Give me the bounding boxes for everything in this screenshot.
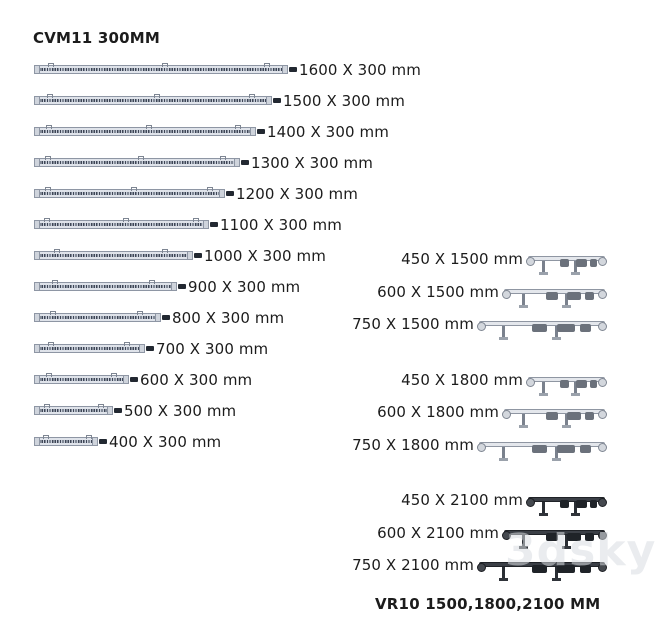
heater-row	[34, 126, 268, 138]
valve-icon	[99, 439, 107, 444]
valve-icon	[130, 377, 138, 382]
heater-row	[34, 374, 141, 386]
bracket-icon	[123, 218, 129, 222]
bracket-icon	[43, 435, 49, 439]
valve-icon	[241, 160, 249, 165]
valve-icon	[226, 191, 234, 196]
heater-image	[34, 282, 177, 291]
bracket-icon	[45, 156, 51, 160]
floor-stand-image	[504, 289, 605, 309]
bracket-icon	[162, 63, 168, 67]
stand-size-label: 450 X 2100 mm	[401, 491, 523, 509]
stand-size-label: 600 X 1800 mm	[377, 403, 499, 421]
bracket-icon	[98, 404, 104, 408]
bracket-icon	[50, 311, 56, 315]
heater-row	[34, 64, 300, 76]
heater-size-label: 1000 X 300 mm	[204, 247, 326, 265]
heater-size-label: 1200 X 300 mm	[236, 185, 358, 203]
valve-icon	[257, 129, 265, 134]
stand-size-label: 750 X 1800 mm	[352, 436, 474, 454]
heater-size-label: 900 X 300 mm	[188, 278, 301, 296]
bracket-icon	[220, 156, 226, 160]
bracket-icon	[149, 280, 155, 284]
valve-icon	[273, 98, 281, 103]
valve-icon	[146, 346, 154, 351]
floor-stand-image	[528, 256, 605, 276]
bracket-icon	[48, 63, 54, 67]
heater-image	[34, 344, 145, 353]
main-title: CVM11 300MM	[33, 29, 161, 47]
bracket-icon	[146, 125, 152, 129]
floor-stand-image	[479, 442, 605, 462]
bracket-icon	[52, 280, 58, 284]
heater-size-label: 1100 X 300 mm	[220, 216, 342, 234]
bracket-icon	[124, 342, 130, 346]
heater-size-label: 800 X 300 mm	[172, 309, 285, 327]
heater-row	[34, 188, 237, 200]
bracket-icon	[47, 94, 53, 98]
bracket-icon	[111, 373, 117, 377]
heater-row	[34, 281, 189, 293]
bracket-icon	[249, 94, 255, 98]
valve-icon	[194, 253, 202, 258]
bracket-icon	[131, 187, 137, 191]
valve-icon	[178, 284, 186, 289]
bracket-icon	[86, 435, 92, 439]
stand-size-label: 450 X 1800 mm	[401, 371, 523, 389]
heater-image	[34, 158, 240, 167]
heater-row	[34, 157, 252, 169]
floor-stand-image	[504, 409, 605, 429]
bracket-icon	[264, 63, 270, 67]
heater-size-label: 1400 X 300 mm	[267, 123, 389, 141]
valve-icon	[162, 315, 170, 320]
heater-image	[34, 313, 161, 322]
stand-size-label: 750 X 2100 mm	[352, 556, 474, 574]
heater-image	[34, 406, 113, 415]
floor-stand-image	[528, 377, 605, 397]
stand-size-label: 450 X 1500 mm	[401, 250, 523, 268]
floor-stand-image	[479, 321, 605, 341]
footer-title: VR10 1500,1800,2100 MM	[375, 595, 601, 613]
heater-row	[34, 95, 284, 107]
heater-image	[34, 375, 129, 384]
bracket-icon	[235, 125, 241, 129]
heater-image	[34, 127, 256, 136]
heater-size-label: 600 X 300 mm	[140, 371, 253, 389]
bracket-icon	[138, 156, 144, 160]
bracket-icon	[48, 342, 54, 346]
bracket-icon	[45, 187, 51, 191]
bracket-icon	[46, 125, 52, 129]
stand-size-label: 750 X 1500 mm	[352, 315, 474, 333]
heater-row	[34, 436, 110, 448]
heater-row	[34, 219, 221, 231]
heater-size-label: 1500 X 300 mm	[283, 92, 405, 110]
heater-image	[34, 96, 272, 105]
stand-size-label: 600 X 2100 mm	[377, 524, 499, 542]
valve-icon	[289, 67, 297, 72]
heater-row	[34, 405, 125, 417]
heater-image	[34, 220, 209, 229]
bracket-icon	[54, 249, 60, 253]
bracket-icon	[162, 249, 168, 253]
heater-row	[34, 312, 173, 324]
valve-icon	[114, 408, 122, 413]
bracket-icon	[137, 311, 143, 315]
heater-row	[34, 343, 157, 355]
heater-size-label: 1600 X 300 mm	[299, 61, 421, 79]
bracket-icon	[193, 218, 199, 222]
heater-size-label: 400 X 300 mm	[109, 433, 222, 451]
heater-image	[34, 65, 288, 74]
heater-row	[34, 250, 205, 262]
heater-size-label: 1300 X 300 mm	[251, 154, 373, 172]
bracket-icon	[207, 187, 213, 191]
heater-image	[34, 251, 193, 260]
heater-image	[34, 189, 225, 198]
heater-size-label: 700 X 300 mm	[156, 340, 269, 358]
valve-icon	[210, 222, 218, 227]
bracket-icon	[44, 404, 50, 408]
heater-size-label: 500 X 300 mm	[124, 402, 237, 420]
heater-image	[34, 437, 98, 446]
bracket-icon	[46, 373, 52, 377]
floor-stand-image	[528, 497, 605, 517]
bracket-icon	[44, 218, 50, 222]
bracket-icon	[154, 94, 160, 98]
watermark-logo: 3dsky	[505, 525, 656, 576]
stand-size-label: 600 X 1500 mm	[377, 283, 499, 301]
